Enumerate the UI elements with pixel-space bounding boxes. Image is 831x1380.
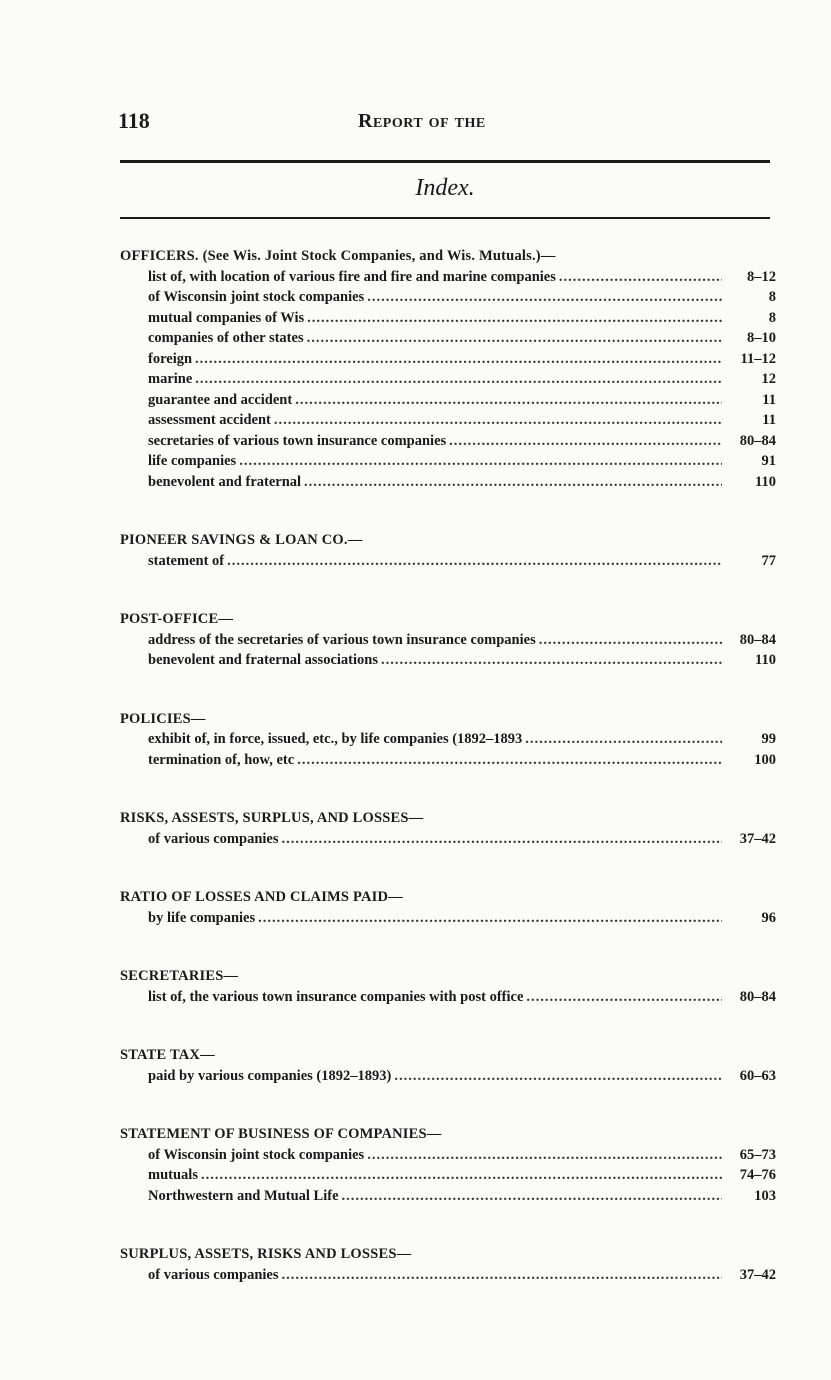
entry-page-number: 77: [761, 552, 776, 569]
index-entry: [120, 829, 776, 850]
entry-page-number: 12: [761, 371, 776, 387]
entry-page-number: 80–84: [739, 988, 776, 1005]
entry-text: by life companies: [148, 909, 256, 926]
index-entry: [120, 1186, 776, 1207]
entry-page-number: 99: [761, 731, 776, 747]
entry-page-number: 80–84: [739, 432, 776, 449]
entry-page-number: 65–73: [739, 1146, 776, 1163]
entry-page-number: 110: [755, 473, 776, 490]
top-rule: [120, 160, 770, 163]
index-heading: RATIO OF LOSSES AND CLAIMS PAID—: [120, 889, 403, 905]
dot-leader: [282, 829, 723, 850]
entry-text: assessment accident: [148, 412, 271, 428]
index-section: [120, 1244, 776, 1285]
index-heading: SURPLUS, ASSETS, RISKS AND LOSSES—: [120, 1246, 412, 1262]
index-heading: STATEMENT OF BUSINESS OF COMPANIES—: [120, 1126, 442, 1142]
entry-text: mutual companies of Wis: [148, 309, 305, 326]
entry-page-number: 8–12: [747, 268, 776, 285]
entry-text: life companies: [148, 453, 237, 469]
entry-text: guarantee and accident: [148, 391, 293, 408]
entry-text: list of, the various town insurance companies with post office: [148, 988, 524, 1005]
index-section: [120, 709, 776, 771]
entry-page-number: 37–42: [739, 830, 776, 847]
index-heading: POST-OFFICE—: [120, 611, 234, 627]
index-heading: RISKS, ASSESTS, SURPLUS, AND LOSSES—: [120, 810, 424, 826]
bottom-rule: [120, 217, 770, 219]
index-section: [120, 887, 776, 928]
index-entry: [120, 1265, 776, 1286]
entry-text: of Wisconsin joint stock companies: [148, 1146, 365, 1163]
page-number: 118: [118, 108, 150, 133]
dot-leader: [525, 729, 722, 750]
entry-page-number: 100: [754, 751, 776, 768]
index-heading: STATE TAX—: [120, 1047, 215, 1063]
index-title: Index.: [415, 175, 475, 201]
dot-leader: [307, 308, 722, 329]
entry-page-number: 96: [761, 909, 776, 926]
index-entry: [120, 451, 776, 472]
index-section: [120, 246, 776, 492]
entry-text: termination of, how, etc: [148, 751, 295, 768]
dot-leader: [282, 1265, 723, 1286]
entry-text: benevolent and fraternal associations: [148, 652, 378, 668]
dot-leader: [342, 1186, 722, 1207]
dot-leader: [367, 287, 722, 308]
entry-text: of Wisconsin joint stock companies: [148, 289, 365, 305]
index-entry: [120, 987, 776, 1008]
index-entry: [120, 750, 776, 771]
running-head: Report of the: [358, 110, 486, 132]
dot-leader: [394, 1066, 722, 1087]
entry-text: benevolent and fraternal: [148, 473, 302, 490]
dot-leader: [367, 1145, 722, 1166]
dot-leader: [526, 987, 722, 1008]
dot-leader: [559, 267, 722, 288]
index-entry: [120, 1145, 776, 1166]
entry-text: statement of: [148, 552, 225, 569]
dot-leader: [381, 650, 722, 671]
index-entry: [120, 308, 776, 329]
entry-text: Northwestern and Mutual Life: [148, 1187, 339, 1204]
index-heading: OFFICERS. (See Wis. Joint Stock Companies, and Wis. Mutuals.)—: [120, 248, 556, 264]
entry-page-number: 74–76: [739, 1167, 776, 1183]
entry-text: companies of other states: [148, 330, 304, 346]
dot-leader: [195, 369, 722, 390]
index-section: [120, 1124, 776, 1206]
entry-page-number: 91: [761, 453, 776, 469]
entry-text: address of the secretaries of various town insurance companies: [148, 631, 536, 648]
entry-page-number: 11: [762, 391, 776, 408]
dot-leader: [304, 472, 722, 493]
entry-page-number: 60–63: [739, 1067, 776, 1084]
dot-leader: [201, 1165, 722, 1186]
entry-page-number: 11: [762, 412, 776, 428]
entry-page-number: 80–84: [739, 631, 776, 648]
entry-text: foreign: [148, 350, 193, 367]
dot-leader: [297, 750, 722, 771]
index-section: [120, 609, 776, 671]
index-entry: [120, 410, 776, 431]
entry-text: marine: [148, 371, 193, 387]
entry-page-number: 11–12: [740, 350, 776, 367]
entry-text: mutuals: [148, 1167, 198, 1183]
index-entry: [120, 431, 776, 452]
entry-page-number: 110: [755, 652, 776, 668]
entry-text: secretaries of various town insurance companies: [148, 432, 447, 449]
index-entry: [120, 472, 776, 493]
entry-page-number: 8: [768, 289, 776, 305]
entry-page-number: 8: [768, 309, 776, 326]
dot-leader: [307, 328, 722, 349]
dot-leader: [539, 630, 722, 651]
dot-leader: [227, 551, 722, 572]
entry-page-number: 8–10: [747, 330, 776, 346]
entry-text: exhibit of, in force, issued, etc., by life companies (1892–1893: [148, 731, 523, 747]
index-entry: [120, 287, 776, 308]
index-list: [120, 246, 776, 1323]
index-section: [120, 808, 776, 849]
dot-leader: [295, 390, 722, 411]
index-heading: SECRETARIES—: [120, 968, 239, 984]
dot-leader: [239, 451, 722, 472]
page-header: [118, 108, 774, 138]
entry-page-number: 37–42: [739, 1266, 776, 1283]
dot-leader: [258, 908, 722, 929]
index-heading: POLICIES—: [120, 710, 206, 727]
index-entry: [120, 328, 776, 349]
entry-text: of various companies: [148, 1266, 279, 1283]
index-entry: [120, 729, 776, 750]
index-entry: [120, 369, 776, 390]
index-entry: [120, 1066, 776, 1087]
entry-text: of various companies: [148, 830, 279, 847]
index-entry: [120, 551, 776, 572]
index-section: [120, 1045, 776, 1086]
index-heading: PIONEER SAVINGS & LOAN CO.—: [120, 532, 363, 548]
index-entry: [120, 390, 776, 411]
entry-page-number: 103: [754, 1187, 776, 1204]
entry-text: list of, with location of various fire and fire and marine companies: [148, 268, 556, 285]
dot-leader: [195, 349, 722, 370]
index-entry: [120, 650, 776, 671]
index-entry: [120, 267, 776, 288]
index-entry: [120, 349, 776, 370]
dot-leader: [274, 410, 722, 431]
index-section: [120, 966, 776, 1007]
index-entry: [120, 908, 776, 929]
index-section: [120, 530, 776, 571]
index-entry: [120, 1165, 776, 1186]
index-entry: [120, 630, 776, 651]
entry-text: paid by various companies (1892–1893): [148, 1067, 392, 1084]
dot-leader: [449, 431, 722, 452]
